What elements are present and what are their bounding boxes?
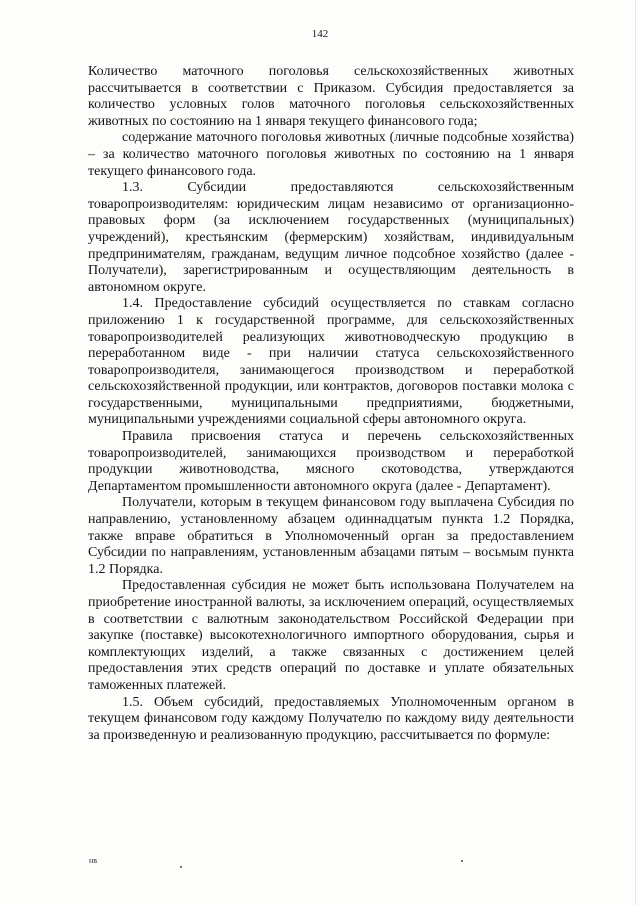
paragraph-recipients: Получатели, которым в текущем финансовом году выплачена Субсидия по направлению, установленному абзацем одиннадцатым пункта 1.2 Порядка, также вправе обратиться в Уполномоченный орган за предоставлением Субсидии по направлениям, установленным абзацами пятым – восьмым пункта 1.2 Порядка.: [88, 495, 574, 577]
scan-speck: [461, 860, 463, 862]
paragraph-section-1-4: 1.4. Предоставление субсидий осуществляется по ставкам согласно приложению 1 к государственной программе, для сельскохозяйственных товаропроизводителей реализующих животноводческую продукцию в переработанном виде - при наличии статуса сельскохозяйственного товаропроизводителя, занимающегося производством и переработкой сельскохозяйственной продукции, или контрактов, договоров поставки молока с государственными, муниципальными предприятиями, бюджетными, муниципальными учреждениями социальной сферы автономного округа.: [88, 296, 574, 428]
page-number: 142: [311, 28, 329, 40]
footer-initials: нв: [89, 856, 98, 865]
paragraph-livestock-count: Количество маточного поголовья сельскохозяйственных животных рассчитывается в соответствии с Приказом. Субсидия предоставляется за количество условных голов маточного поголовья сельскохозяйственных животных по состоянию на 1 января текущего финансового года;: [88, 64, 574, 129]
paragraph-section-1-3: 1.3. Субсидии предоставляются сельскохозяйственным товаропроизводителям: юридическим лицам независимо от организационно-правовых форм (за исключением государственных (муниципальных) учреждений), крестьянским (фермерским) хозяйствам, индивидуальным предпринимателям, гражданам, ведущим личное подсобное хозяйство (далее - Получатели), зарегистрированным и осуществляющим деятельность в автономном округе.: [88, 180, 574, 295]
scan-edge-line: [635, 0, 636, 905]
paragraph-status-rules: Правила присвоения статуса и перечень сельскохозяйственных товаропроизводителей, занимающихся производством и переработкой продукции животноводства, мясного скотоводства, утверждаются Департаментом промышленности автономного округа (далее - Департамент).: [88, 429, 574, 494]
paragraph-section-1-5: 1.5. Объем субсидий, предоставляемых Уполномоченным органом в текущем финансовом году каждому Получателю по каждому виду деятельности за произведенную и реализованную продукцию, рассчитывается по формуле:: [88, 694, 574, 743]
document-body: [88, 64, 574, 744]
paragraph-livestock-maintenance: содержание маточного поголовья животных (личные подсобные хозяйства) – за количество маточного поголовья животных по состоянию на 1 января текущего финансового года.: [88, 130, 574, 179]
paragraph-currency-restriction: Предоставленная субсидия не может быть использована Получателем на приобретение иностранной валюты, за исключением операций, осуществляемых в соответствии с валютным законодательством Российской Федерации при закупке (поставке) высокотехнологичного импортного оборудования, сырья и комплектующих изделий, а также связанных с достижением целей предоставления этих средств операций по доставке и уплате обязательных таможенных платежей.: [88, 578, 574, 693]
scan-speck: [180, 866, 182, 868]
